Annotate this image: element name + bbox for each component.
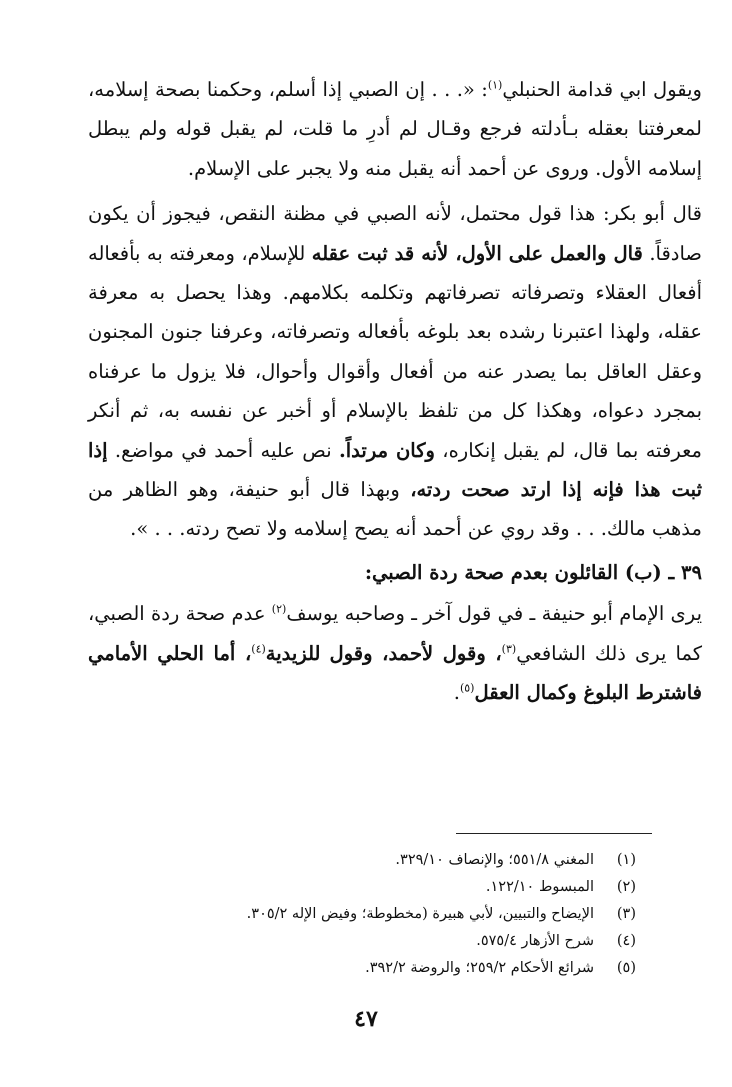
- footnote-ref: (١): [487, 78, 503, 92]
- paragraph-2-bold-text: قال والعمل على الأول، لأنه قد ثبت عقله: [311, 241, 643, 265]
- paragraph-3-bold-text: ، وقول لأحمد، وقول: [329, 641, 502, 665]
- footnote-number: (٣): [616, 906, 636, 922]
- page-number: ٤٧: [354, 1006, 378, 1032]
- paragraph-1: [88, 70, 702, 188]
- footnote-divider: [456, 833, 652, 834]
- paragraph-2-text: قال أبو بكر: هذا قول محتمل، لأنه الصبي في مظنة النقص، فيجوز أن يكون صادقاً.: [88, 202, 702, 265]
- paragraph-3-text: يرى الإمام أبو حنيفة ـ في قول آخر ـ وصاحبه يوسف: [286, 602, 702, 626]
- section-title: (ب) القائلون بعدم صحة ردة الصبي:: [364, 560, 662, 584]
- main-text: [88, 70, 702, 713]
- paragraph-2-bold-text: وكان مرتداً.: [338, 438, 435, 462]
- paragraph-2-text: نص عليه أحمد في مواضع.: [114, 438, 332, 462]
- footnote-ref: (٣): [501, 642, 517, 656]
- footnote-text: المبسوط ١٢٢/١٠.: [485, 879, 594, 895]
- footnote-text: الإيضاح والتبيين، لأبي هبيرة (مخطوطة؛ وفيض الإله ٣٠٥/٢.: [246, 906, 594, 922]
- footnote-number: (١): [616, 852, 636, 868]
- footnote-item: [96, 847, 636, 874]
- footnote-text: شرح الأزهار ٥٧٥/٤.: [476, 933, 594, 949]
- footnotes: [96, 847, 636, 982]
- footnote-number: (٢): [616, 879, 636, 895]
- footnote-item: [96, 874, 636, 901]
- paragraph-3-bold-text: للزيدية: [265, 641, 321, 665]
- paragraph-3: [88, 594, 702, 712]
- paragraph-2-text: للإسلام، ومعرفته به بأفعاله أفعال العقلاء وتصرفاته تصرفاتهم وتكلمه بكلامهم. وهذا يحصل به معرفة عقله، ولهذا اعتبرنا رشده بعد بلوغه بأفعاله وتصرفاته، وعرفنا جنون المجنون وعقل العاقل بما يصدر عنه من أفعال وأقوال وأحوال، فلا يزول ما عرفناه بمجرد دعواه، وهكذا كل من تلفظ بالإسلام أو أخبر عن نفسه به، ثم أنكر معرفته بما قال، لم يقبل إنكاره،: [88, 241, 702, 462]
- paragraph-3-bold-text: ، أما الحلي الأمامي فاشترط البلوغ وكمال العقل: [88, 641, 702, 705]
- footnote-item: [96, 928, 636, 955]
- paragraph-2-bold-text: إذا ثبت هذا فإنه إذا ارتد صحت ردته،: [88, 438, 702, 502]
- footnote-item: [96, 901, 636, 928]
- paragraph-3-text: .: [453, 681, 460, 705]
- footnote-text: شرائع الأحكام ٢٥٩/٢؛ والروضة ٣٩٢/٢.: [365, 960, 594, 976]
- footnote-ref: (٥): [459, 681, 475, 695]
- paragraph-1-text: ويقول ابي قدامة الحنبلي: [502, 78, 702, 101]
- paragraph-2: [88, 194, 702, 549]
- paragraph-1-text: : «. . . إن الصبي إذا أسلم، وحكمنا بصحة إسلامه، لمعرفتنا بعقله بـأدلته فرجع وقـال لم أدرِ ما قلت، لم يقبل قوله ولم يبطل إسلامه الأول. وروى عن أحمد أنه يقبل منه ولا يجبر على الإسلام.: [88, 78, 702, 180]
- footnote-text: المغني ٥٥١/٨؛ والإنصاف ٣٢٩/١٠.: [395, 852, 594, 868]
- paragraph-2-text: وبهذا قال أبو حنيفة، وهو الظاهر من مذهب مالك. . . وقد روي عن أحمد أنه يصح إسلامه ولا تصح ردته. . . ».: [88, 478, 702, 541]
- footnote-number: (٥): [616, 960, 636, 976]
- paragraph-3-text: عدم صحة ردة الصبي، كما يرى ذلك الشافعي: [88, 602, 702, 665]
- footnote-ref: (٢): [271, 602, 287, 616]
- footnote-number: (٤): [616, 933, 636, 949]
- section-number: ٣٩ ـ: [668, 560, 702, 584]
- footnote-item: [96, 955, 636, 982]
- footnote-ref: (٤): [251, 642, 266, 656]
- section-heading: [88, 553, 702, 592]
